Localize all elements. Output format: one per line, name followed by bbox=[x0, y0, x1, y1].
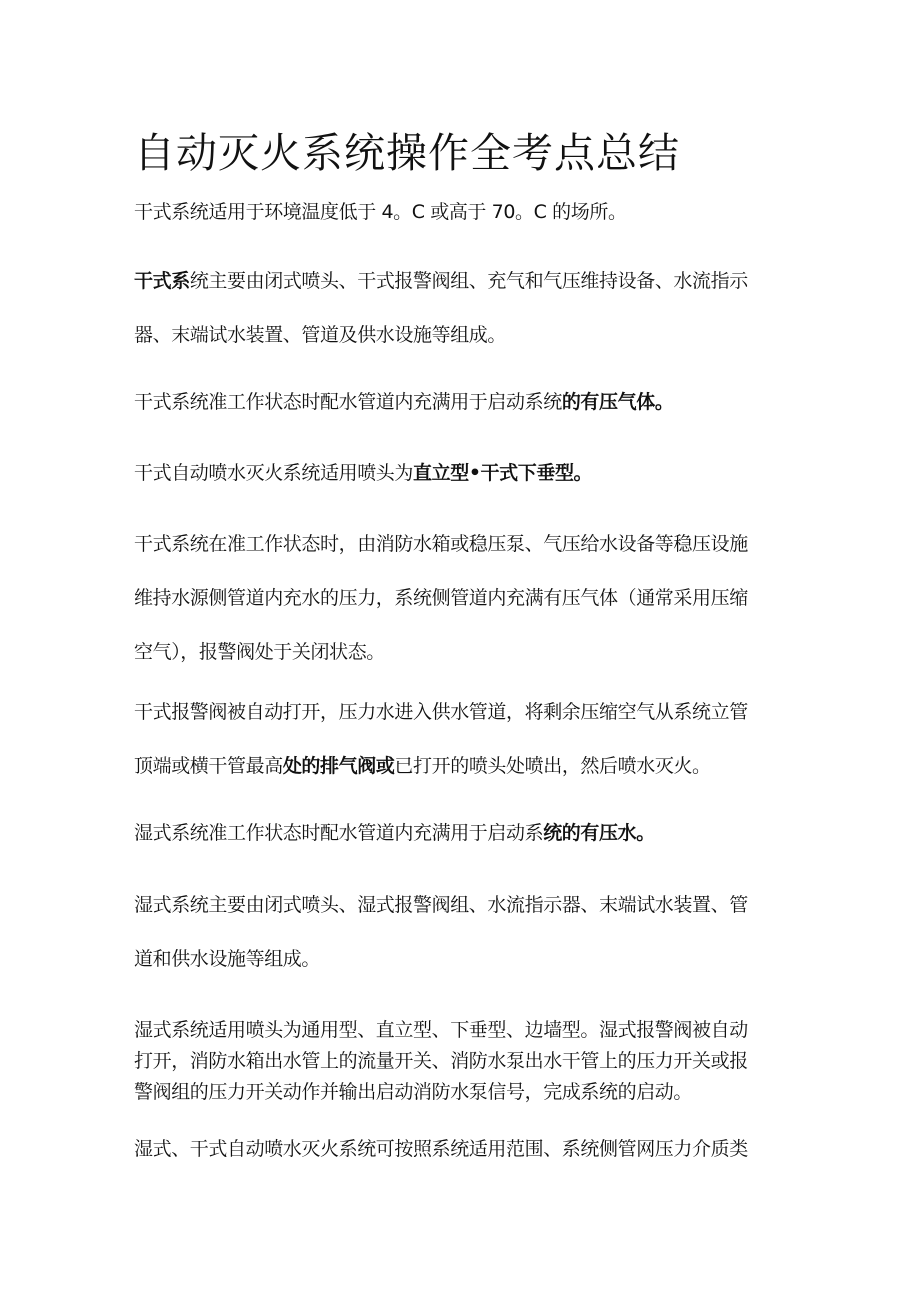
paragraph-line bbox=[134, 446, 794, 500]
plain-text: 湿式系统准工作状态时配水管道内充满用于启动系 bbox=[134, 822, 544, 844]
paragraph-wet-components bbox=[134, 878, 794, 986]
bold-text: 干式系 bbox=[134, 270, 190, 292]
bold-text: 直立型•干式下垂型。 bbox=[413, 462, 593, 484]
paragraph-line bbox=[134, 375, 794, 429]
paragraph-line: 警阀组的压力开关动作并输出启动消防水泵信号，完成系统的启动。 bbox=[134, 1081, 693, 1103]
paragraph-dry-components bbox=[134, 254, 794, 362]
paragraph-dry-valve-open bbox=[134, 685, 794, 793]
paragraph-line: 干式系统适用于环境温度低于 4。C 或高于 70。C 的场所。 bbox=[134, 201, 627, 223]
plain-text: 干式自动喷水灭火系统适用喷头为 bbox=[134, 462, 414, 484]
paragraph-line bbox=[134, 806, 794, 860]
paragraph-line: 湿式系统适用喷头为通用型、直立型、下垂型、边墙型。湿式报警阀被自动 bbox=[134, 1019, 748, 1041]
paragraph-line bbox=[134, 739, 794, 793]
paragraph-line: 维持水源侧管道内充水的压力，系统侧管道内充满有压气体（通常采用压缩 bbox=[134, 587, 748, 609]
page-title: 自动灭火系统操作全考点总结 bbox=[134, 129, 680, 177]
paragraph-dry-temperature bbox=[134, 185, 794, 239]
paragraph-wet-sprinkler-start bbox=[134, 1015, 794, 1108]
paragraph-line: 道和供水设施等组成。 bbox=[134, 948, 321, 970]
paragraph-line: 湿式系统主要由闭式喷头、湿式报警阀组、水流指示器、末端试水装置、管 bbox=[134, 894, 748, 916]
bold-text: 的有压气体。 bbox=[561, 391, 674, 413]
plain-text: 统主要由闭式喷头、干式报警阀组、充气和气压维持设备、水流指示 bbox=[189, 270, 748, 292]
paragraph-wet-standby-water bbox=[134, 806, 794, 860]
paragraph-line: 干式报警阀被自动打开，压力水进入供水管道，将剩余压缩空气从系统立管 bbox=[134, 701, 748, 723]
paragraph-dry-sprinkler-type bbox=[134, 446, 794, 500]
paragraph-dry-standby-gas bbox=[134, 375, 794, 429]
bold-text: 统的有压水。 bbox=[543, 822, 655, 844]
bold-text: 处的排气阀或 bbox=[282, 755, 395, 777]
paragraph-dry-standby-state bbox=[134, 517, 794, 679]
paragraph-line bbox=[134, 254, 794, 308]
plain-text: 已打开的喷头处喷出，然后喷水灭火。 bbox=[394, 755, 711, 777]
paragraph-line: 湿式、干式自动喷水灭火系统可按照系统适用范围、系统侧管网压力介质类 bbox=[134, 1138, 748, 1160]
paragraph-classification bbox=[134, 1122, 794, 1176]
paragraph-line: 干式系统在准工作状态时，由消防水箱或稳压泵、气压给水设备等稳压设施 bbox=[134, 533, 748, 555]
plain-text: 干式系统准工作状态时配水管道内充满用于启动系统 bbox=[134, 391, 562, 413]
paragraph-line: 空气），报警阀处于关闭状态。 bbox=[134, 641, 385, 663]
paragraph-line: 器、末端试水装置、管道及供水设施等组成。 bbox=[134, 324, 507, 346]
paragraph-line: 打开，消防水箱出水管上的流量开关、消防水泵出水干管上的压力开关或报 bbox=[134, 1050, 748, 1072]
plain-text: 顶端或横干管最高 bbox=[134, 755, 283, 777]
